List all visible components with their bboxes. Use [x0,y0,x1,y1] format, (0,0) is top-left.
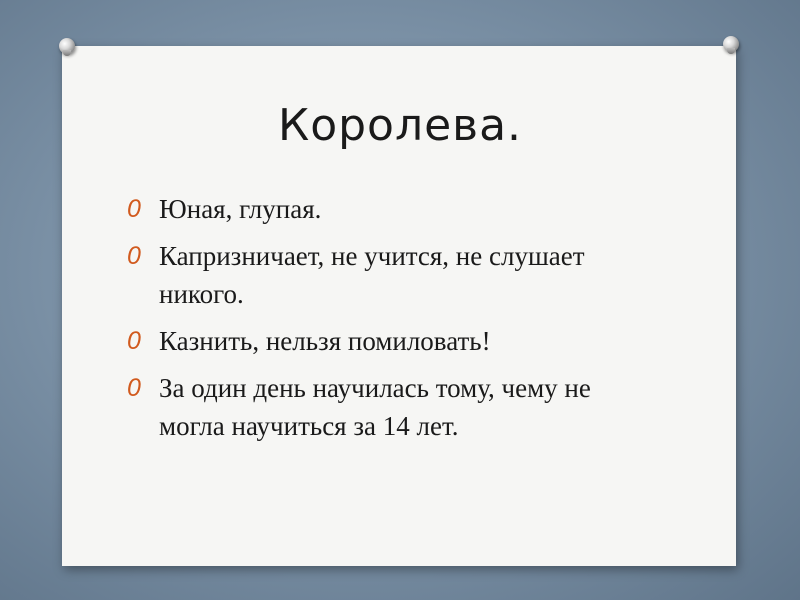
bullet-marker-icon: 0 [127,242,141,270]
pushpin-icon [723,36,739,52]
slide-title: Королева. [277,100,523,151]
bullet-text: За один день научилась тому, чему не могла научиться за 14 лет. [159,373,591,441]
pushpin-icon [59,38,75,54]
bullet-text: Юная, глупая. [159,194,322,224]
bullet-list [127,190,647,454]
bullet-item [127,369,647,445]
bullet-item [127,237,647,313]
bullet-item [127,322,647,360]
bullet-marker-icon: 0 [127,374,141,402]
bullet-marker-icon: 0 [127,327,141,355]
bullet-text: Капризничает, не учится, не слушает никого. [159,241,585,309]
bullet-text: Казнить, нельзя помиловать! [159,326,491,356]
bullet-marker-icon: 0 [127,195,141,223]
bullet-item [127,190,647,228]
